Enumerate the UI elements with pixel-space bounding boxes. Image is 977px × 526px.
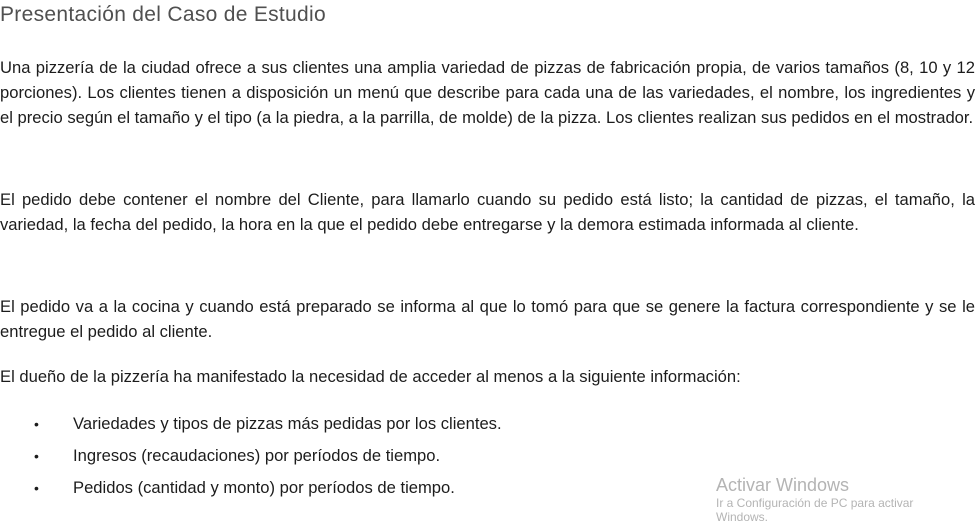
list-item-text: Variedades y tipos de pizzas más pedidas por los clientes. bbox=[73, 414, 502, 433]
paragraph-order: El pedido debe contener el nombre del Cliente, para llamarlo cuando su pedido está listo; la cantidad de pizzas, el tamaño, la variedad, la fecha del pedido, la hora en la que el pedido debe entregarse y la demora estimada informada al cliente. bbox=[0, 190, 975, 234]
watermark-title: Activar Windows bbox=[716, 475, 850, 495]
paragraph-owner: El dueño de la pizzería ha manifestado la necesidad de acceder al menos a la siguiente información: bbox=[0, 367, 741, 386]
list-item bbox=[0, 472, 502, 504]
list-item bbox=[0, 440, 502, 472]
bullet-icon: • bbox=[34, 448, 39, 464]
paragraph-kitchen: El pedido va a la cocina y cuando está preparado se informa al que lo tomó para que se genere la factura correspondiente y se le entregue el pedido al cliente. bbox=[0, 297, 975, 341]
list-item-text: Ingresos (recaudaciones) por períodos de tiempo. bbox=[73, 446, 441, 465]
requirements-list bbox=[0, 408, 502, 504]
list-item-text: Pedidos (cantidad y monto) por períodos de tiempo. bbox=[73, 478, 455, 497]
watermark-subtitle: Ir a Configuración de PC para activar Windows. bbox=[716, 496, 914, 524]
list-item bbox=[0, 408, 502, 440]
windows-activation-watermark bbox=[716, 474, 977, 526]
bullet-icon: • bbox=[34, 480, 39, 496]
page-title: Presentación del Caso de Estudio bbox=[0, 3, 326, 26]
paragraph-intro: Una pizzería de la ciudad ofrece a sus clientes una amplia variedad de pizzas de fabricación propia, de varios tamaños (8, 10 y 12 porciones). Los clientes tienen a disposición un menú que describe para cada una de las variedades, el nombre, los ingredientes y el precio según el tamaño y el tipo (a la piedra, a la parrilla, de molde) de la pizza. Los clientes realizan sus pedidos en el mostrador. bbox=[0, 58, 975, 127]
bullet-icon: • bbox=[34, 416, 39, 432]
